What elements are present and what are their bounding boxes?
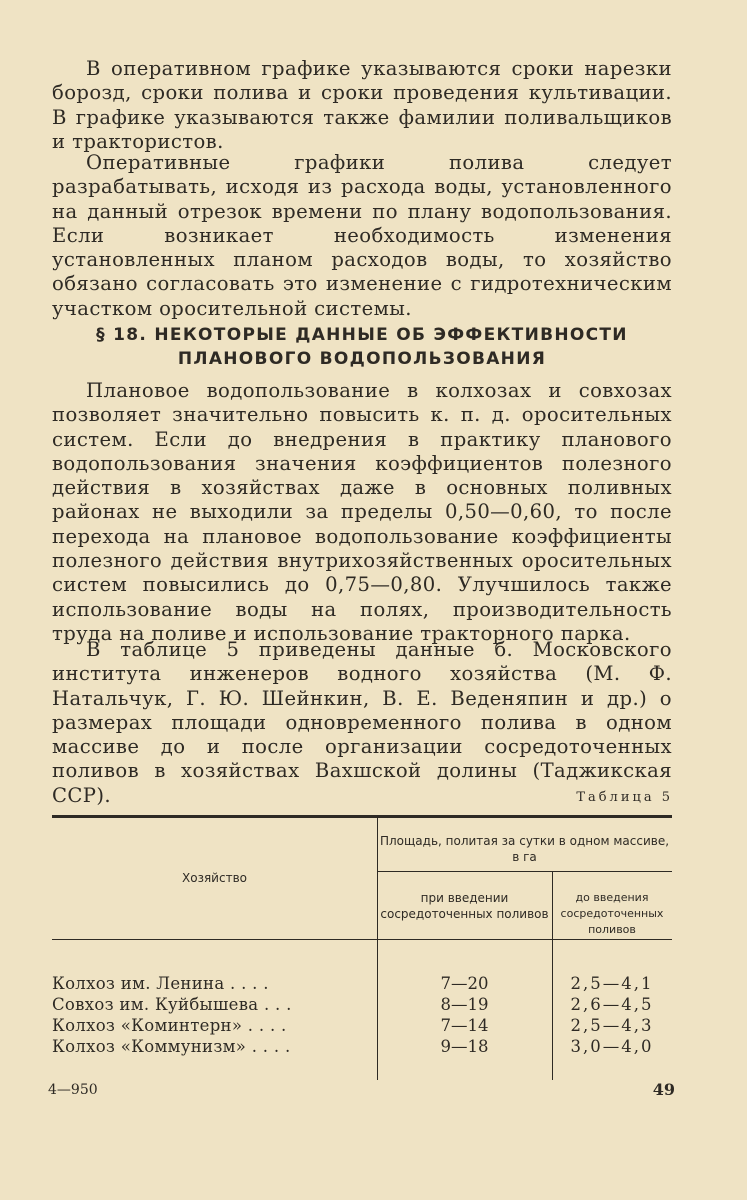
area-without-value: 2,6—4,5 bbox=[570, 995, 654, 1014]
paragraph-2-text: Оперативные графики полива следует разрабатывать, исходя из расхода воды, установленного на данный отрезок времени по плану водопользования. Если возникает необходимость изменения установленных планом расходов воды, то хозяйство обязано согласовать это изменение с гидротехническим участком оросительной системы. bbox=[52, 151, 672, 320]
section-heading-line-2: ПЛАНОВОГО ВОДОПОЛЬЗОВАНИЯ bbox=[177, 349, 547, 369]
paragraph-1-text: В оперативном графике указываются сроки нарезки борозд, сроки полива и сроки проведения культивации. В графике указываются также фамилии поливальщиков и трактористов. bbox=[52, 57, 672, 153]
area-with-value: 9—18 bbox=[440, 1037, 489, 1056]
area-with-value: 7—14 bbox=[440, 1016, 489, 1035]
printer-signature: 4—950 bbox=[48, 1082, 98, 1098]
paragraph-1 bbox=[52, 57, 672, 154]
page-number: 49 bbox=[652, 1080, 675, 1099]
farm-name: Колхоз «Коминтерн» . . . . bbox=[52, 1016, 287, 1035]
farm-name: Совхоз им. Куйбышева . . . bbox=[52, 995, 292, 1014]
area-with-value: 7—20 bbox=[440, 974, 489, 993]
table-row bbox=[52, 1015, 672, 1036]
table-row bbox=[52, 973, 672, 994]
data-table bbox=[52, 815, 672, 1080]
table-header-farm: Хозяйство bbox=[182, 871, 247, 885]
farm-name: Колхоз им. Ленина . . . . bbox=[52, 974, 269, 993]
table-caption: Таблица 5 bbox=[576, 790, 673, 805]
section-heading-line-1: § 18. НЕКОТОРЫЕ ДАННЫЕ ОБ ЭФФЕКТИВНОСТИ bbox=[96, 325, 628, 345]
farm-name: Колхоз «Коммунизм» . . . . bbox=[52, 1037, 291, 1056]
table-top-rule bbox=[52, 815, 672, 818]
table-row bbox=[52, 994, 672, 1015]
table-row bbox=[52, 1036, 672, 1057]
paragraph-2 bbox=[52, 151, 672, 321]
paragraph-3 bbox=[52, 379, 672, 646]
area-without-value: 2,5—4,3 bbox=[570, 1016, 654, 1035]
area-without-value: 2,5—4,1 bbox=[570, 974, 654, 993]
area-with-value: 8—19 bbox=[440, 995, 489, 1014]
table-header-area: Площадь, политая за сутки в одном массиве, в га bbox=[379, 834, 670, 864]
table-header-without-concentrated: до введения сосредоточенных поливов bbox=[560, 891, 664, 936]
table-header-rule bbox=[52, 939, 672, 940]
area-without-value: 3,0—4,0 bbox=[570, 1037, 654, 1056]
paragraph-3-text: Плановое водопользование в колхозах и совхозах позволяет значительно повысить к. п. д. оросительных систем. Если до внедрения в практику планового водопользования значения коэффициентов полезного действия в хозяйствах даже в основных поливных районах не выходили за пределы 0,50—0,60, то после перехода на плановое водопользование коэффициенты полезного действия внутрихозяйственных оросительных систем повысились до 0,75—0,80. Улучшилось также использование воды на полях, производительность труда на поливе и использование тракторного парка. bbox=[52, 379, 672, 645]
table-header-with-concentrated: при введении сосредоточенных поливов bbox=[380, 891, 549, 921]
paragraph-4-text: В таблице 5 приведены данные б. Московского института инженеров водного хозяйства (М. Ф. Натальчук, Г. Ю. Шейнкин, В. Е. Веденяпин и др.) о размерах площади одновременного полива в одном массиве до и после организации сосредоточенных поливов в хозяйствах Вахшской долины (Таджикская ССР). bbox=[52, 638, 672, 807]
paragraph-4 bbox=[52, 638, 672, 808]
table-group-rule bbox=[377, 871, 672, 872]
section-heading bbox=[52, 323, 672, 371]
